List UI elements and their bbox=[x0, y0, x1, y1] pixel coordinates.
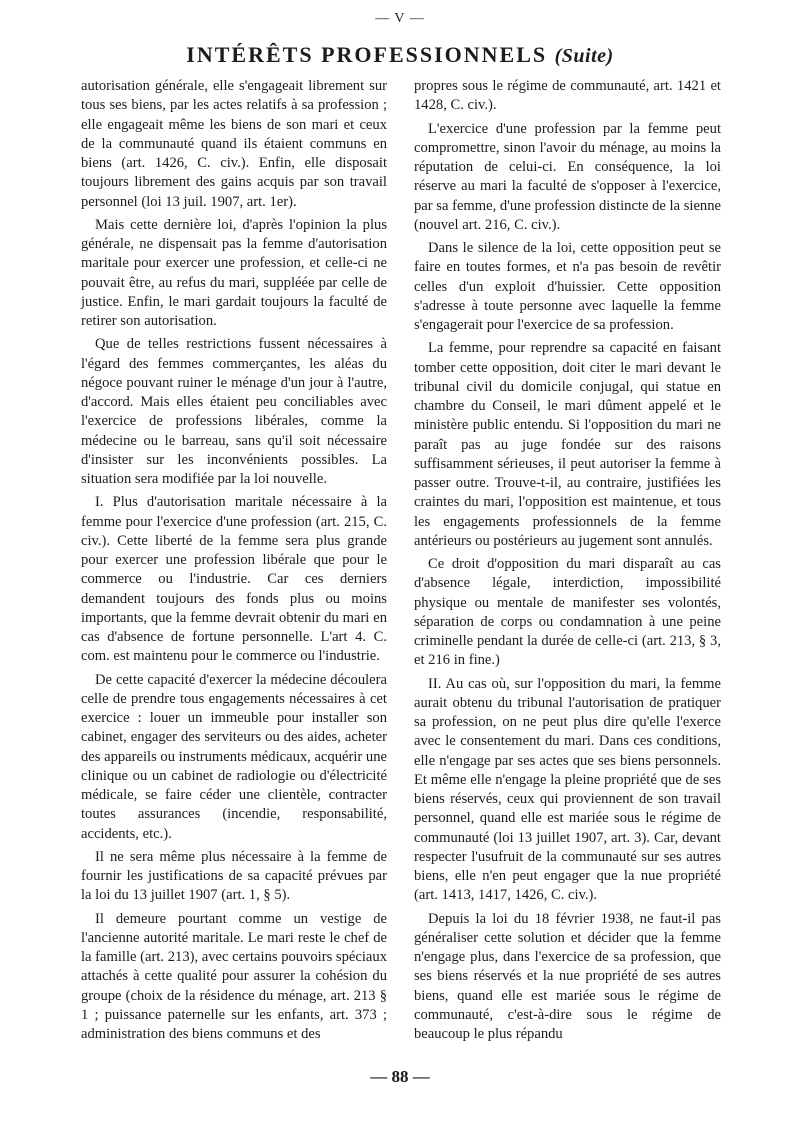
left-column bbox=[81, 77, 387, 1048]
paragraph: Que de telles restrictions fussent nécessaires à l'égard des femmes commerçantes, les aléas du négoce pouvant ruiner le ménage d'un jour à l'autre, d'accord. Mais elles étaient peu conciliables avec l'exercice de professions libérales, comme la médecine ou le barreau, sans qu'il soit nécessaire d'insister sur les inconvénients possibles. La situation sera modifiée par la loi nouvelle. bbox=[81, 336, 387, 487]
title-suffix: (Suite) bbox=[554, 45, 614, 67]
paragraph: autorisation générale, elle s'engageait librement sur tous ses biens, par les actes relatifs à sa profession ; elle engageait même les biens de son mari et ceux de la communauté quand ils étaient communs en biens (art. 1426, C. civ.). Enfin, elle disposait toujours librement des gains acquis par son travail personnel (loi 13 juil. 1907, art. 1er). bbox=[81, 78, 387, 210]
page-number: — 88 — bbox=[370, 1067, 430, 1086]
paragraph: La femme, pour reprendre sa capacité en faisant tomber cette opposition, doit citer le mari devant le tribunal civil du domicile conjugal, qui statue en chambre du Conseil, le mari dûment appelé et le ministère public entendu. Si l'opposition du mari ne paraît pas au juge fondée sur des raisons suffisamment sérieuses, il peut autoriser la femme à passer outre. Trouve-t-il, au contraire, justifiées les craintes du mari, l'opposition est maintenue, et tous les engagements professionnels de la femme antérieurs ou postérieurs au jugement sont annulés. bbox=[414, 340, 721, 549]
paragraph: L'exercice d'une profession par la femme peut compromettre, sinon l'avoir du ménage, au moins la réputation de celui-ci. En conséquence, la loi réserve au mari la faculté de s'opposer à l'exercice, par sa femme, d'une profession distincte de la sienne (nouvel art. 216, C. civ.). bbox=[414, 120, 721, 233]
title-main: INTÉRÊTS PROFESSIONNELS bbox=[186, 42, 548, 67]
paragraph: Il demeure pourtant comme un vestige de l'ancienne autorité maritale. Le mari reste le chef de la famille (art. 213), avec certains pouvoirs spéciaux attachés à cette qualité pour assurer la cohésion du groupe (choix de la résidence du ménage, art. 213 § 1 ; puissance paternelle sur les enfants, art. 373 ; administration des biens communs et des bbox=[81, 910, 387, 1042]
page-title bbox=[0, 42, 800, 68]
paragraph: Il ne sera même plus nécessaire à la femme de fournir les justifications de sa capacité prévues par la loi du 13 juillet 1907 (art. 1, § 5). bbox=[81, 848, 387, 904]
paragraph: Ce droit d'opposition du mari disparaît au cas d'absence légale, interdiction, impossibilité physique ou mentale de manifester ses volontés, séparation de corps ou condamnation à une peine criminelle pendant la durée de celle-ci (art. 213, § 3, et 216 in fine.) bbox=[414, 556, 721, 669]
paragraph: propres sous le régime de communauté, art. 1421 et 1428, C. civ.). bbox=[414, 78, 721, 114]
paragraph: I. Plus d'autorisation maritale nécessaire à la femme pour l'exercice d'une profession (art. 215, C. civ.). Cette liberté de la femme sera plus grande pour exercer une profession libérale que pour le commerce ou l'industrie. Car ces derniers demandent toujours des fonds plus ou moins importants, que la femme devrait obtenir du mari en cas d'absence de fortune personnelle. L'art 4. C. com. est maintenu pour le commerce ou l'industrie. bbox=[81, 494, 387, 665]
paragraph: Depuis la loi du 18 février 1938, ne faut-il pas généraliser cette solution et décider que la femme n'engage plus, dans l'exercice de sa profession, que ses biens réservés et la nue propriété de ses autres biens, quand elle est mariée sous le régime de communauté, c'est-à-dire sous le régime de beaucoup le plus répandu bbox=[414, 910, 721, 1042]
paragraph: Dans le silence de la loi, cette opposition peut se faire en toutes formes, et n'a pas besoin de revêtir celles d'un exploit d'huissier. Cette opposition s'adresse à toute personne avec laquelle la femme s'engagerait pour l'exercice de sa profession. bbox=[414, 240, 721, 333]
right-column bbox=[414, 77, 721, 1048]
paragraph: De cette capacité d'exercer la médecine découlera celle de prendre tous engagements nécessaires à cet exercice : louer un immeuble pour installer son cabinet, engager des serviteurs ou des aides, acheter des appareils ou instruments médicaux, acquérir une clinique ou un cabinet de radiologie ou d'électricité médicale, se faire céder une clientèle, contracter toutes assurances (incendie, responsabilité, accidents, etc.). bbox=[81, 671, 387, 842]
paragraph: Mais cette dernière loi, d'après l'opinion la plus générale, ne dispensait pas la femme d'autorisation maritale pour exercer une profession, et celle-ci ne pouvait être, au refus du mari, suppléée par celle de justice. Enfin, le mari gardait toujours la faculté de retirer son autorisation. bbox=[81, 216, 387, 329]
section-folio: — V — bbox=[375, 11, 425, 26]
paragraph: II. Au cas où, sur l'opposition du mari, la femme aurait obtenu du tribunal l'autorisation de pratiquer sa profession, on ne peut plus dire qu'elle l'exerce avec le consentement du mari. Dans ces conditions, elle n'engage par ses actes que ses biens personnels. Et même elle n'engage la pleine propriété que de ses biens réservés, ceux qui proviennent de son travail personnel, quand elle est mariée sous le régime de communauté (loi 13 juillet 1907, art. 3). Car, devant respecter l'usufruit de la communauté sur ses autres biens, elle n'en peut engager que la nue propriété (art. 1413, 1417, 1426, C. civ.). bbox=[414, 675, 721, 904]
